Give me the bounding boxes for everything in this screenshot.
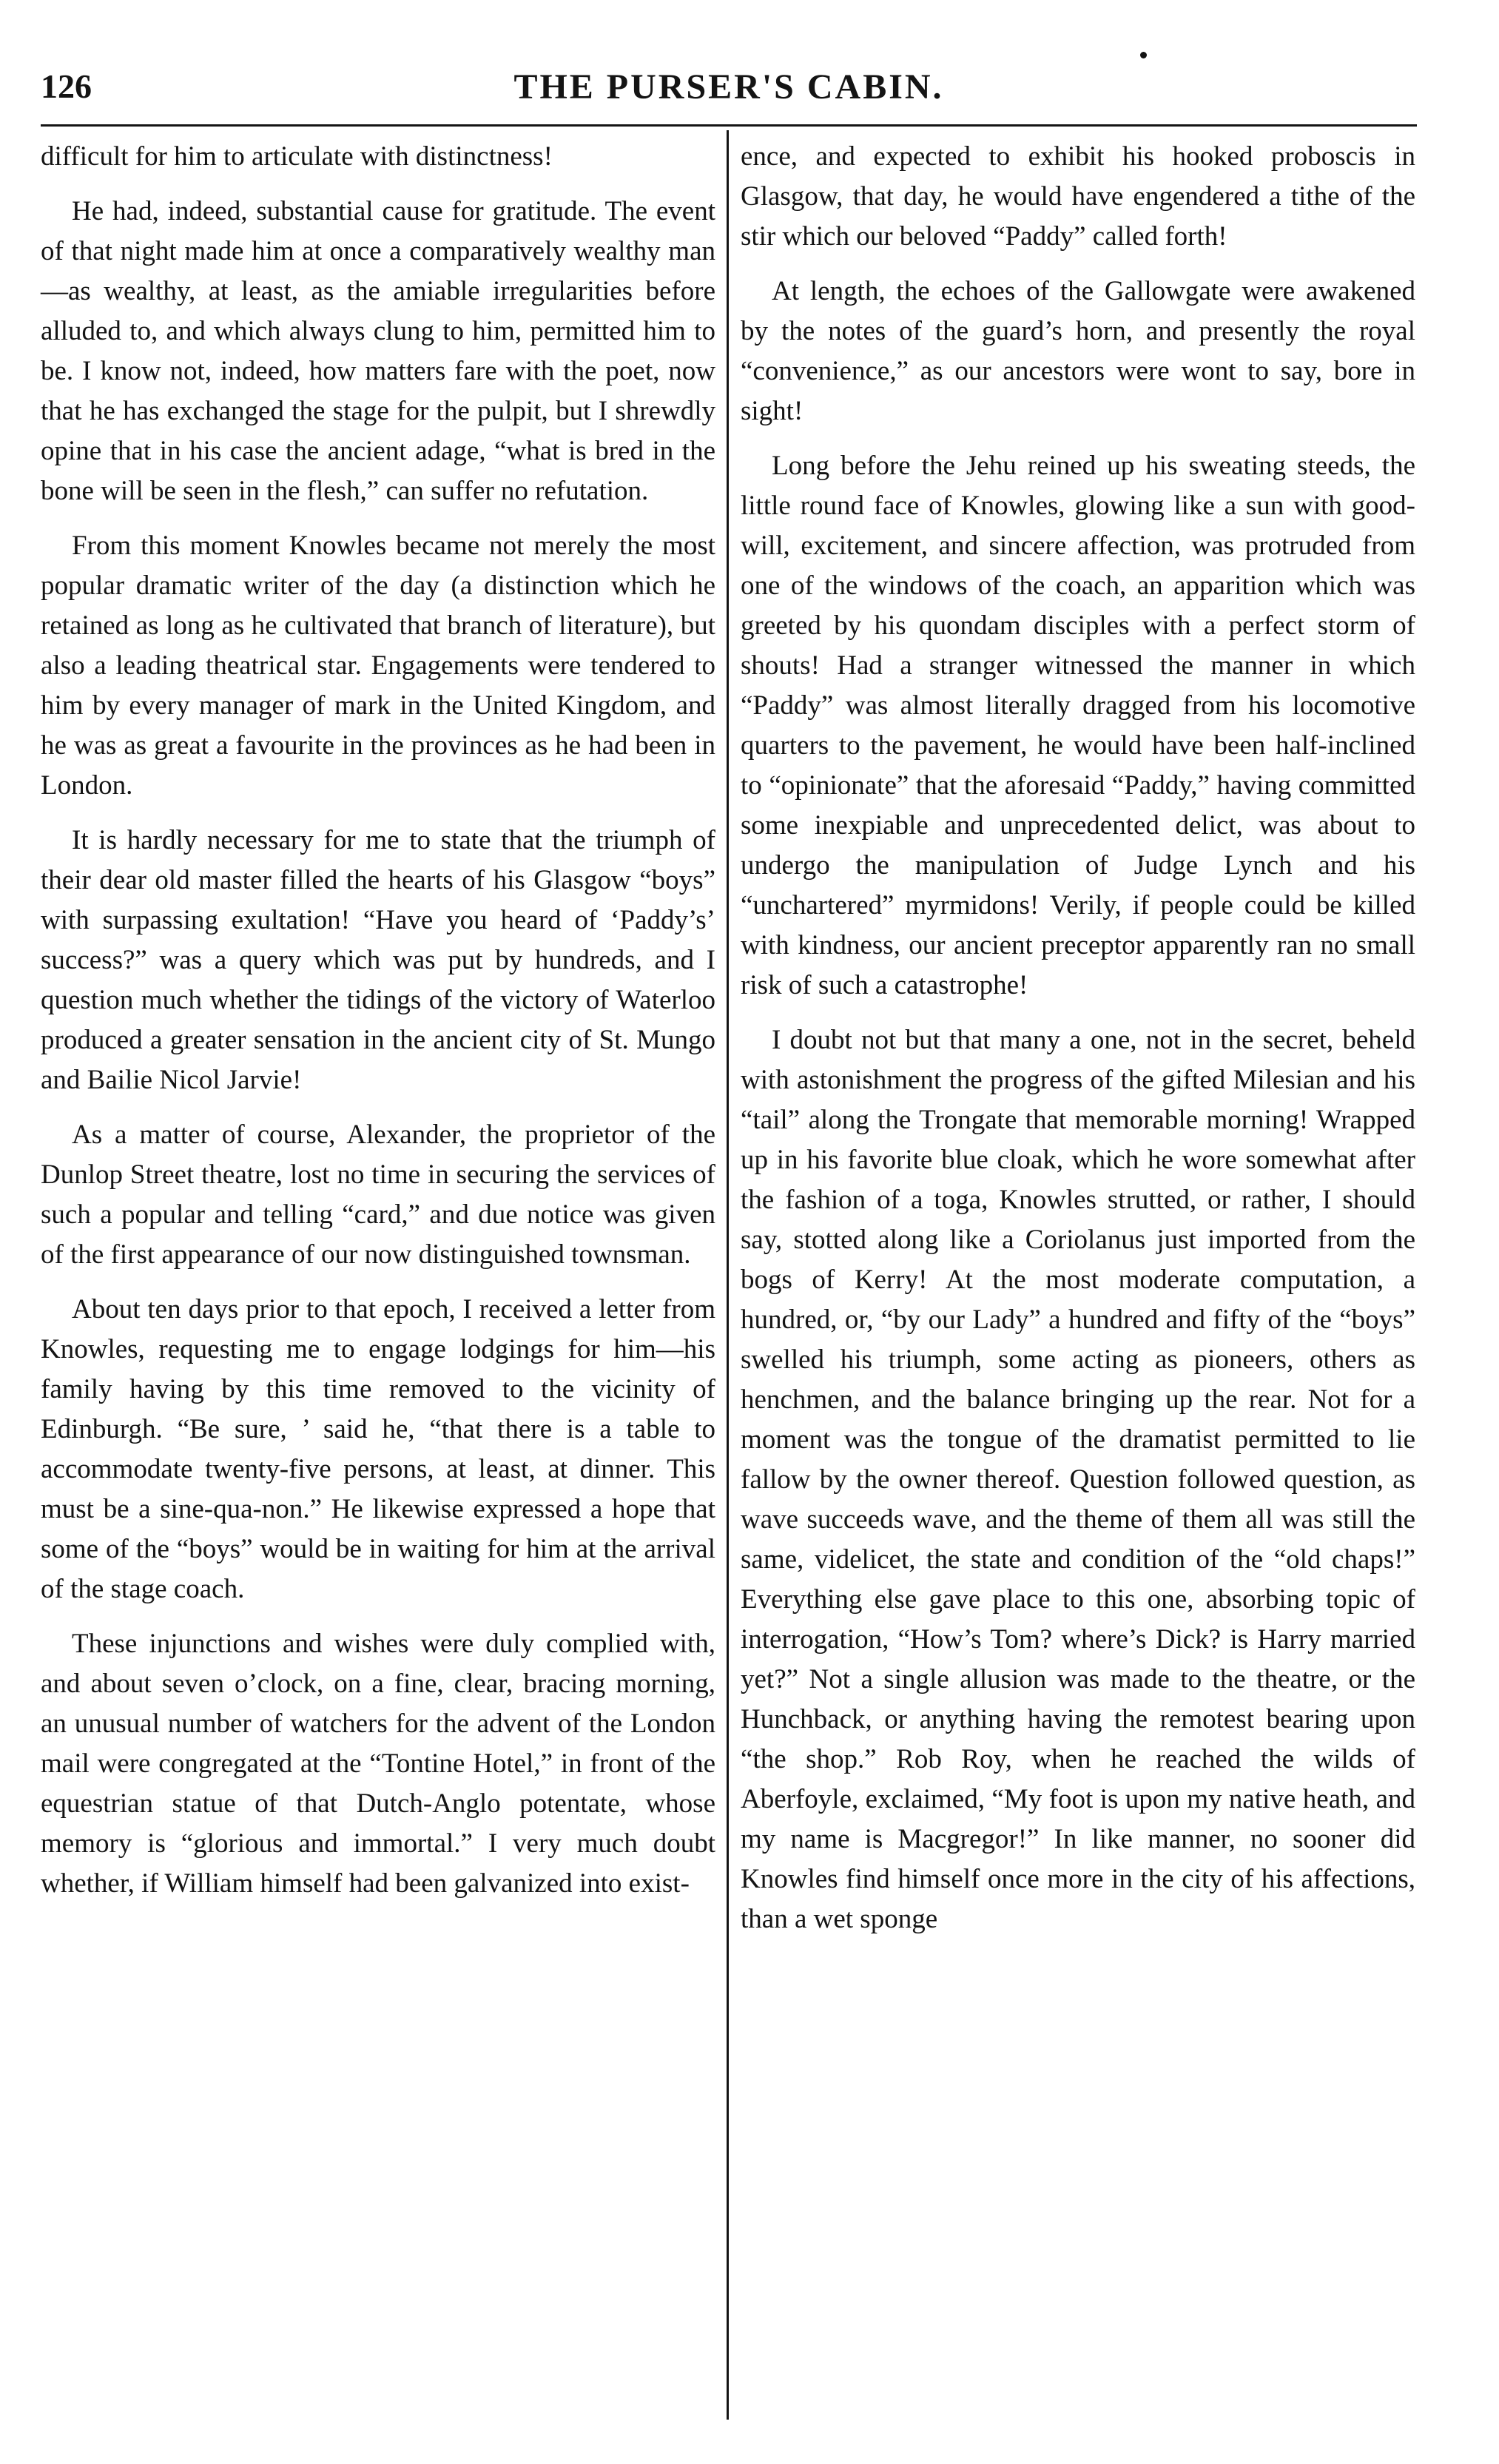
paragraph: From this moment Knowles became not merely the most popular dramatic writer of the day (a distinction which he retained as long as he cultivated that branch of literature), but also a leading theatrical star. Engagements were tendered to him by every manager of mark in the United Kingdom, and he was as great a favourite in the provinces as he had been in London. [41, 531, 715, 801]
right-column [741, 137, 1415, 1954]
paragraph: At length, the echoes of the Gallowgate were awakened by the notes of the guard’s horn, and presently the royal “convenience,” as our ancestors were wont to say, bore in sight! [741, 276, 1415, 426]
paragraph: About ten days prior to that epoch, I received a letter from Knowles, requesting me to engage lodgings for him—his family having by this time removed to the vicinity of Edinburgh. “Be sure, ’ said he, “that there is a table to accommodate twenty-five persons, at least, at dinner. This must be a sine-qua-non.” He likewise expressed a hope that some of the “boys” would be in waiting for him at the arrival of the stage coach. [41, 1294, 715, 1604]
running-title: THE PURSER'S CABIN. [513, 67, 944, 107]
column-divider [727, 130, 729, 2420]
ink-dot [1140, 52, 1147, 58]
paragraph: These injunctions and wishes were duly complied with, and about seven o’clock, on a fine, clear, bracing morning, an unusual number of watchers for the advent of the London mail were congregated at the “Tontine Hotel,” in front of the equestrian statue of that Dutch-Anglo potentate, whose memory is “glorious and immortal.” I very much doubt whether, if William himself had been galvanized into exist- [41, 1629, 715, 1899]
paragraph: ence, and expected to exhibit his hooked proboscis in Glasgow, that day, he would have engendered a tithe of the stir which our beloved “Paddy” called forth! [741, 141, 1415, 252]
page-header [41, 67, 1417, 126]
paragraph: It is hardly necessary for me to state that the triumph of their dear old master filled the hearts of his Glasgow “boys” with surpassing exultation! “Have you heard of ‘Paddy’s’ success?” was a query which was put by hundreds, and I question much whether the tidings of the victory of Waterloo produced a greater sensation in the ancient city of St. Mungo and Bailie Nicol Jarvie! [41, 825, 715, 1095]
header-rule [41, 124, 1417, 127]
paragraph: He had, indeed, substantial cause for gratitude. The event of that night made him at once a comparatively wealthy man—as wealthy, at least, as the amiable irregularities before alluded to, and which always clung to him, permitted him to be. I know not, indeed, how matters fare with the poet, now that he has exchanged the stage for the pulpit, but I shrewdly opine that in his case the ancient adage, “what is bred in the bone will be seen in the flesh,” can suffer no refutation. [41, 196, 715, 506]
paragraph: As a matter of course, Alexander, the proprietor of the Dunlop Street theatre, lost no time in securing the services of such a popular and telling “card,” and due notice was given of the first appearance of our now distinguished townsman. [41, 1120, 715, 1270]
left-column [41, 137, 715, 1919]
paragraph: difficult for him to articulate with distinctness! [41, 141, 553, 172]
paragraph: Long before the Jehu reined up his sweating steeds, the little round face of Knowles, glowing like a sun with good-will, excitement, and sincere affection, was protruded from one of the windows of the coach, an apparition which was greeted by his quondam disciples with a perfect storm of shouts! Had a stranger witnessed the manner in which “Paddy” was almost literally dragged from his locomotive quarters to the pavement, he would have been half-inclined to “opinionate” that the aforesaid “Paddy,” having committed some inexpiable and unprecedented delict, was about to undergo the manipulation of Judge Lynch and his “unchartered” myrmidons! Verily, if people could be killed with kindness, our ancient preceptor apparently ran no small risk of such a catastrophe! [741, 451, 1415, 1000]
page-number: 126 [41, 67, 92, 105]
paragraph: I doubt not but that many a one, not in the secret, beheld with astonishment the progress of the gifted Milesian and his “tail” along the Trongate that memorable morning! Wrapped up in his favorite blue cloak, which he wore somewhat after the fashion of a toga, Knowles strutted, or rather, I should say, stotted along like a Coriolanus just imported from the bogs of Kerry! At the most moderate computation, a hundred, or, “by our Lady” a hundred and fifty of the “boys” swelled his triumph, some acting as pioneers, others as henchmen, and the balance bringing up the rear. Not for a moment was the tongue of the dramatist permitted to lie fallow by the owner thereof. Question followed question, as wave succeeds wave, and the theme of them all was still the same, videlicet, the state and condition of the “old chaps!” Everything else gave place to this one, absorbing topic of interrogation, “How’s Tom? where’s Dick? is Harry married yet?” Not a single allusion was made to the theatre, or the Hunchback, or anything having the remotest bearing upon “the shop.” Rob Roy, when he reached the wilds of Aberfoyle, exclaimed, “My foot is upon my native heath, and my name is Macgregor!” In like manner, no sooner did Knowles find himself once more in the city of his affections, than a wet sponge [741, 1025, 1415, 1934]
